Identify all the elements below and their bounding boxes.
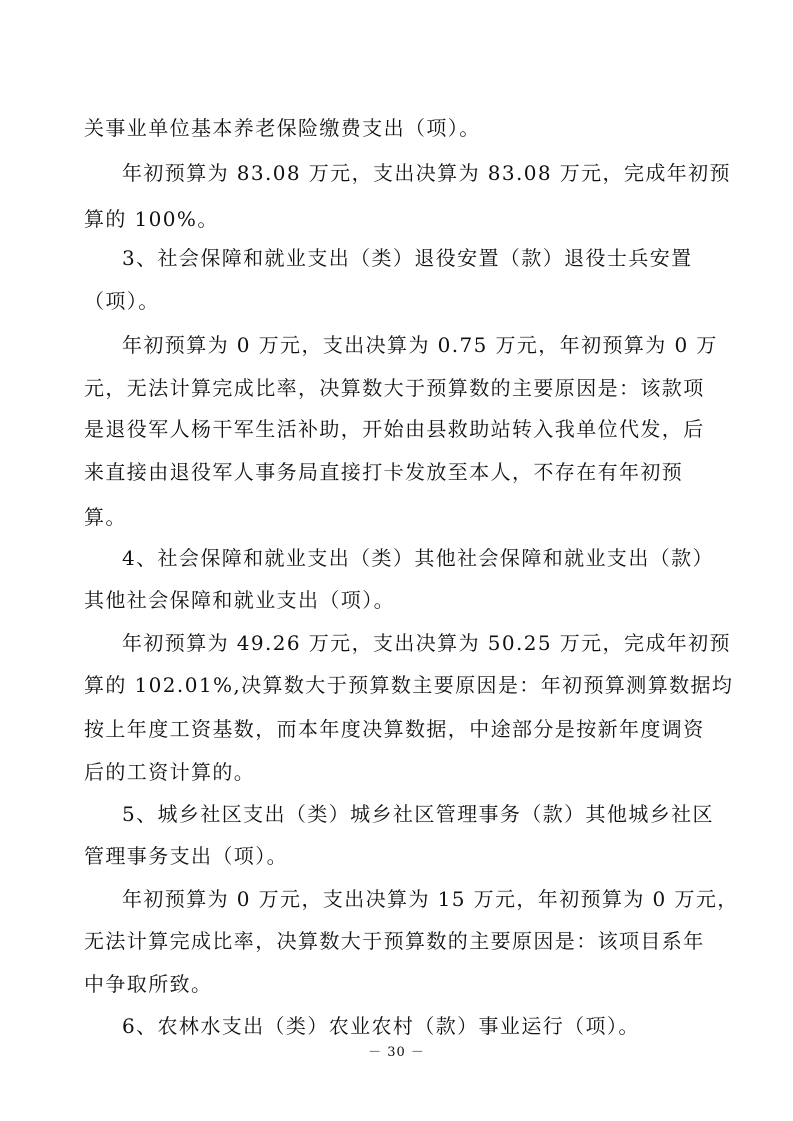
text-line: 年初预算为 0 万元，支出决算为 0.75 万元，年初预算为 0 万 <box>122 333 718 357</box>
text-line: 6、农林水支出（类）农业农村（款）事业运行（项）。 <box>122 1014 640 1038</box>
text-line: 关事业单位基本养老保险缴费支出（项）。 <box>84 116 481 140</box>
text-line: 5、城乡社区支出（类）城乡社区管理事务（款）其他城乡社区 <box>122 802 714 826</box>
text-line: 管理事务支出（项）。 <box>84 844 288 868</box>
text-line: 来直接由退役军人事务局直接打卡发放至本人，不存在有年初预 <box>84 460 684 484</box>
text-line: 是退役军人杨干军生活补助，开始由县救助站转入我单位代发，后 <box>84 417 705 441</box>
text-line: 算的 102.01%,决算数大于预算数主要原因是：年初预算测算数据均 <box>84 673 734 697</box>
text-line: 算的 100%。 <box>84 207 219 231</box>
text-line: 算。 <box>84 505 127 529</box>
text-line: 4、社会保障和就业支出（类）其他社会保障和就业支出（款） <box>122 546 714 570</box>
text-line: 无法计算完成比率，决算数大于预算数的主要原因是：该项目系年 <box>84 929 705 953</box>
text-line: （项）。 <box>84 289 160 313</box>
text-line: 后的工资计算的。 <box>84 760 256 784</box>
text-line: 3、社会保障和就业支出（类）退役安置（款）退役士兵安置 <box>122 246 693 270</box>
text-line: 年初预算为 49.26 万元，支出决算为 50.25 万元，完成年初预 <box>122 631 731 655</box>
text-line: 元，无法计算完成比率，决算数大于预算数的主要原因是：该款项 <box>84 376 705 400</box>
text-line: 年初预算为 83.08 万元，支出决算为 83.08 万元，完成年初预 <box>122 161 731 185</box>
text-line: 年初预算为 0 万元，支出决算为 15 万元，年初预算为 0 万元， <box>122 887 739 911</box>
page-number: － 30 － <box>368 1045 425 1060</box>
text-line: 中争取所致。 <box>84 972 213 996</box>
text-line: 其他社会保障和就业支出（项）。 <box>84 588 395 612</box>
text-line: 按上年度工资基数，而本年度决算数据，中途部分是按新年度调资 <box>84 717 705 741</box>
